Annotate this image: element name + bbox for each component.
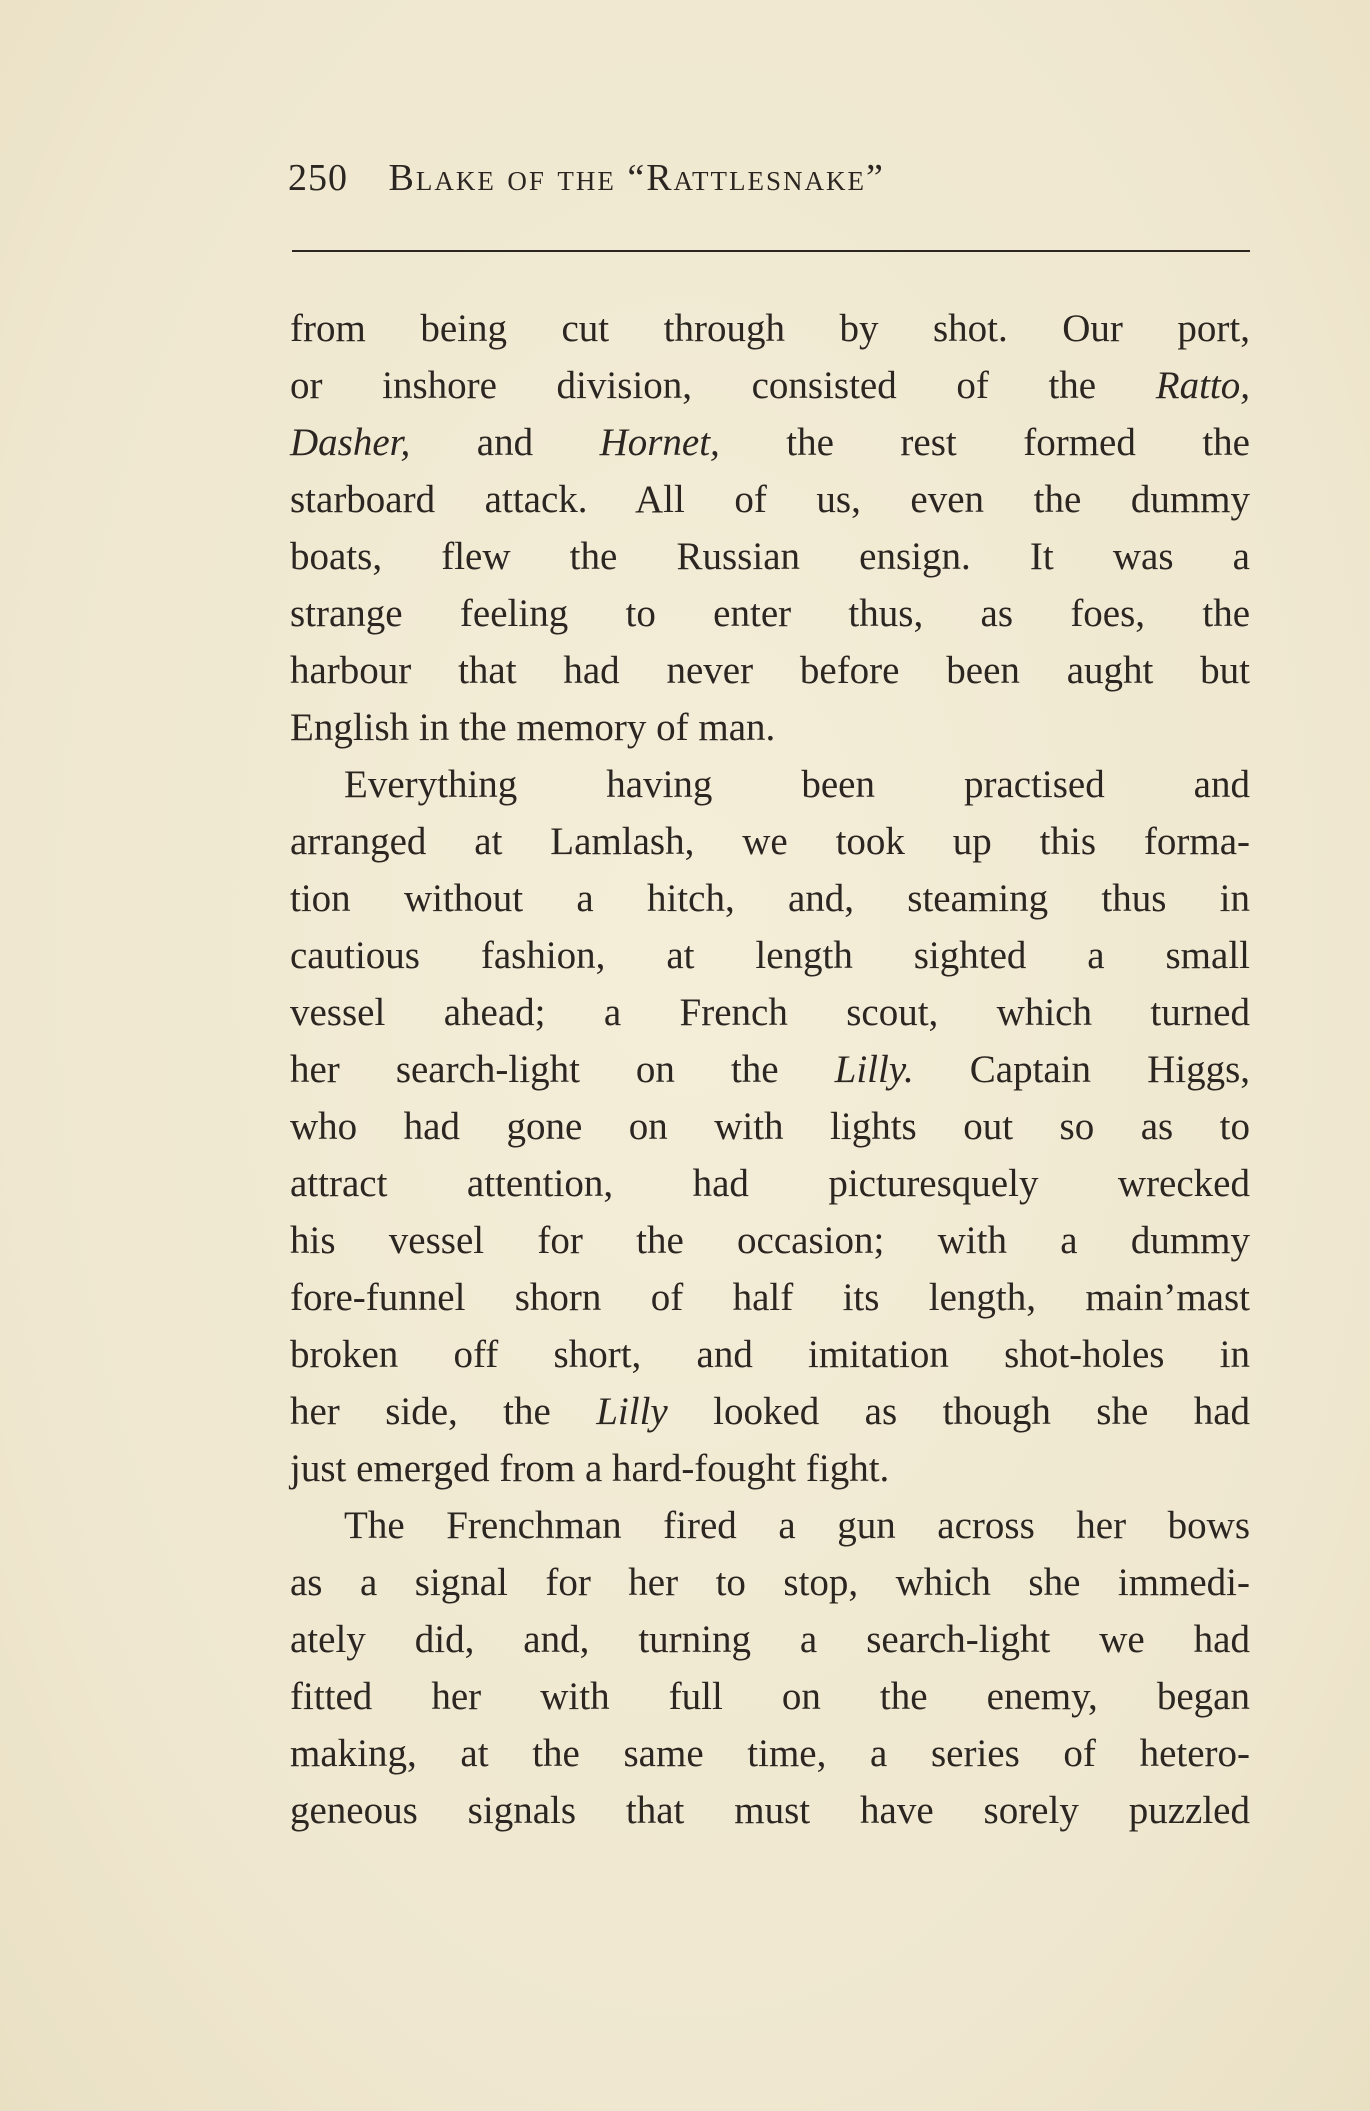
running-title: Blake of the “Rattlesnake”	[388, 157, 885, 199]
text-line: just emerged from a hard-fought fight.	[290, 1447, 890, 1490]
text-line: geneous signals that must have sorely puzzled	[290, 1789, 1250, 1832]
page-header	[288, 150, 1248, 206]
text-line: her search-light on the Lilly. Captain Higgs,	[290, 1048, 1251, 1091]
text-line: who had gone on with lights out so as to	[290, 1105, 1250, 1148]
text-line: harbour that had never before been aught but	[290, 649, 1250, 692]
text-line: tion without a hitch, and, steaming thus in	[290, 877, 1250, 920]
text-line: broken off short, and imitation shot-holes in	[290, 1333, 1250, 1376]
text-line: Dasher, and Hornet, the rest formed the	[290, 421, 1250, 464]
header-rule	[292, 250, 1250, 252]
text-line: starboard attack. All of us, even the dummy	[290, 478, 1250, 521]
text-line: vessel ahead; a French scout, which turned	[290, 991, 1250, 1034]
text-line: ately did, and, turning a search-light we had	[290, 1618, 1250, 1661]
text-line: fitted her with full on the enemy, began	[290, 1675, 1250, 1718]
text-line: boats, flew the Russian ensign. It was a	[290, 535, 1250, 578]
text-line: The Frenchman fired a gun across her bows	[344, 1504, 1250, 1547]
text-line: as a signal for her to stop, which she immedi-	[290, 1561, 1250, 1604]
text-line: English in the memory of man.	[290, 706, 776, 749]
body-text	[290, 300, 1250, 1839]
text-line: his vessel for the occasion; with a dummy	[290, 1219, 1250, 1262]
text-line: strange feeling to enter thus, as foes, the	[290, 592, 1250, 635]
text-line: her side, the Lilly looked as though she had	[290, 1390, 1251, 1433]
text-line: making, at the same time, a series of hetero-	[290, 1732, 1250, 1775]
text-line: attract attention, had picturesquely wrecked	[290, 1162, 1250, 1205]
text-line: arranged at Lamlash, we took up this forma-	[290, 820, 1250, 863]
text-line: Everything having been practised and	[344, 763, 1250, 806]
text-line: or inshore division, consisted of the Ratto,	[290, 364, 1250, 407]
text-line: cautious fashion, at length sighted a small	[290, 934, 1250, 977]
text-line: fore-funnel shorn of half its length, main’mast	[290, 1276, 1250, 1319]
text-line: from being cut through by shot. Our port,	[290, 307, 1250, 350]
page-number: 250	[288, 157, 348, 199]
